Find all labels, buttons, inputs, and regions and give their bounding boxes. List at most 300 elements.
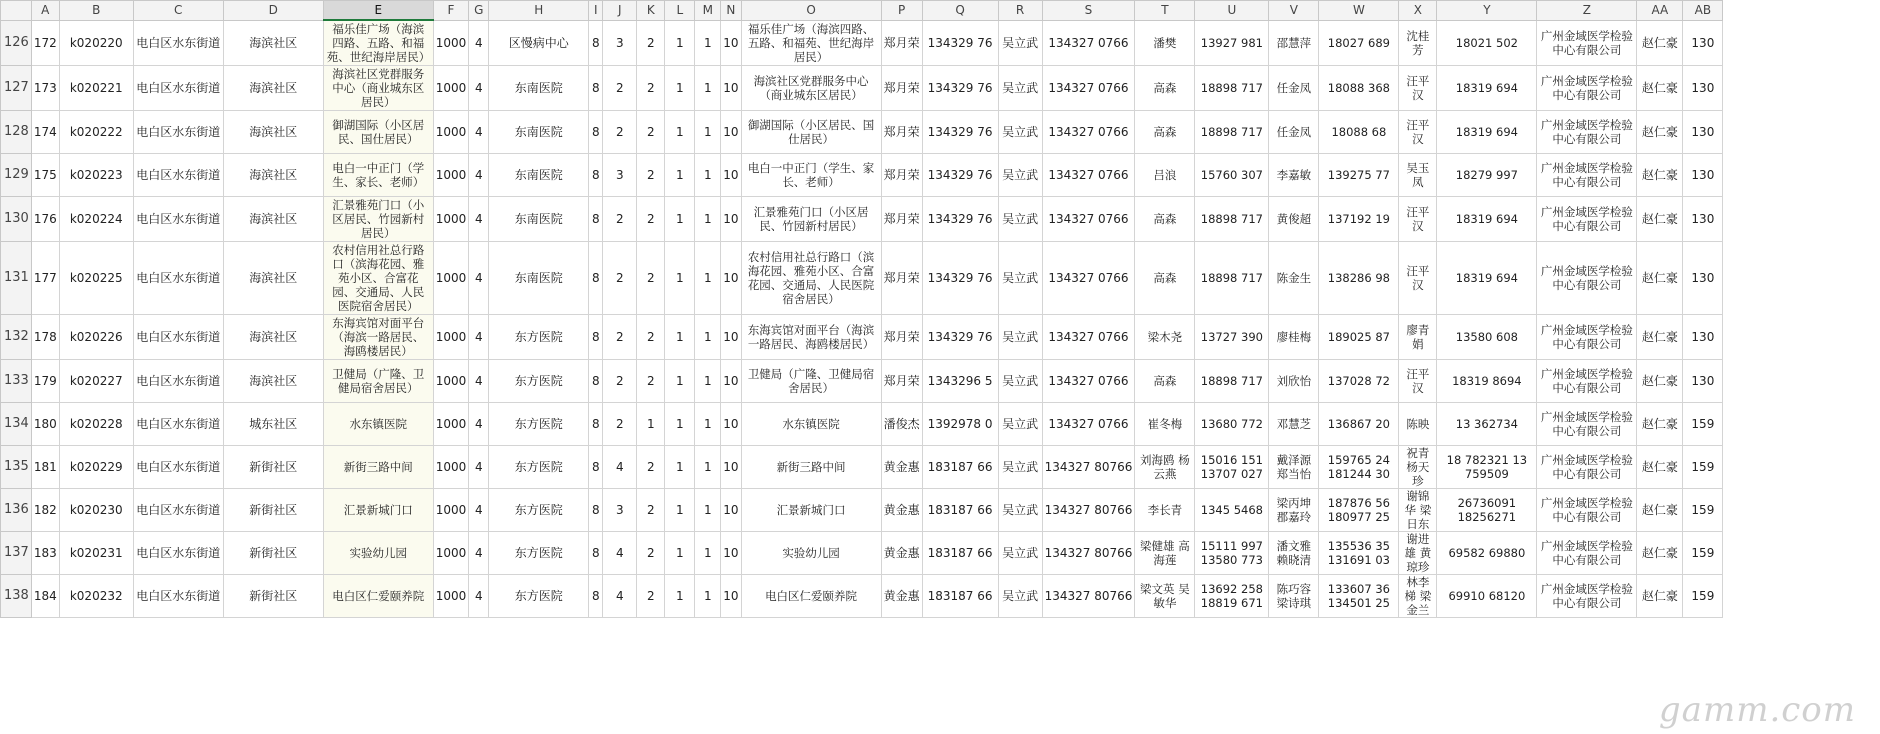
- cell-h[interactable]: 东南医院: [489, 242, 589, 315]
- cell-nn[interactable]: 10: [721, 111, 741, 154]
- cell-q[interactable]: 1392978 0: [922, 403, 998, 446]
- cell-e[interactable]: 电白区仁爱颐养院: [323, 575, 433, 618]
- cell-b[interactable]: k020231: [59, 532, 133, 575]
- cell-f[interactable]: 1000: [433, 446, 469, 489]
- cell-g[interactable]: 4: [469, 403, 489, 446]
- cell-o[interactable]: 东海宾馆对面平台（海滨一路居民、海鸥楼居民）: [741, 315, 881, 360]
- cell-b[interactable]: k020221: [59, 66, 133, 111]
- column-header-t[interactable]: T: [1135, 1, 1195, 21]
- cell-b[interactable]: k020228: [59, 403, 133, 446]
- cell-aa[interactable]: 赵仁豪: [1637, 242, 1683, 315]
- cell-u[interactable]: 15111 997 13580 773: [1195, 532, 1269, 575]
- cell-i[interactable]: 8: [589, 403, 603, 446]
- cell-aa[interactable]: 赵仁豪: [1637, 66, 1683, 111]
- cell-p[interactable]: 郑月荣: [881, 111, 922, 154]
- cell-i[interactable]: 8: [589, 575, 603, 618]
- cell-ab[interactable]: 130: [1683, 315, 1723, 360]
- cell-o[interactable]: 农村信用社总行路口（滨海花园、雅苑小区、合富花园、交通局、人民医院宿舍居民）: [741, 242, 881, 315]
- column-header-d[interactable]: D: [223, 1, 323, 21]
- cell-y[interactable]: 18 782321 13 759509: [1437, 446, 1537, 489]
- cell-m[interactable]: 1: [695, 360, 721, 403]
- cell-q[interactable]: 183187 66: [922, 532, 998, 575]
- cell-nn[interactable]: 10: [721, 403, 741, 446]
- row-header[interactable]: 134: [1, 403, 32, 446]
- column-header-z[interactable]: Z: [1537, 1, 1637, 21]
- cell-v[interactable]: 任金凤: [1269, 66, 1319, 111]
- cell-r[interactable]: 吴立武: [998, 575, 1042, 618]
- cell-t[interactable]: 高森: [1135, 197, 1195, 242]
- cell-c[interactable]: 电白区水东街道: [133, 403, 223, 446]
- row-header[interactable]: 132: [1, 315, 32, 360]
- cell-y[interactable]: 69910 68120: [1437, 575, 1537, 618]
- cell-k[interactable]: 2: [637, 446, 665, 489]
- cell-k[interactable]: 2: [637, 360, 665, 403]
- cell-b[interactable]: k020225: [59, 242, 133, 315]
- row-header[interactable]: 131: [1, 242, 32, 315]
- cell-q[interactable]: 183187 66: [922, 446, 998, 489]
- cell-t[interactable]: 吕浪: [1135, 154, 1195, 197]
- cell-e[interactable]: 农村信用社总行路口（滨海花园、雅苑小区、合富花园、交通局、人民医院宿舍居民）: [323, 242, 433, 315]
- cell-v[interactable]: 陈巧容 梁诗琪: [1269, 575, 1319, 618]
- cell-t[interactable]: 高森: [1135, 360, 1195, 403]
- cell-q[interactable]: 134329 76: [922, 197, 998, 242]
- cell-w[interactable]: 133607 36 134501 25: [1319, 575, 1399, 618]
- cell-r[interactable]: 吴立武: [998, 20, 1042, 66]
- cell-m[interactable]: 1: [695, 489, 721, 532]
- cell-r[interactable]: 吴立武: [998, 446, 1042, 489]
- cell-aa[interactable]: 赵仁豪: [1637, 197, 1683, 242]
- cell-r[interactable]: 吴立武: [998, 360, 1042, 403]
- cell-s[interactable]: 134327 80766: [1042, 532, 1135, 575]
- cell-p[interactable]: 黄金惠: [881, 575, 922, 618]
- cell-a[interactable]: 177: [31, 242, 59, 315]
- cell-g[interactable]: 4: [469, 111, 489, 154]
- cell-p[interactable]: 潘俊杰: [881, 403, 922, 446]
- cell-y[interactable]: 18021 502: [1437, 20, 1537, 66]
- cell-i[interactable]: 8: [589, 111, 603, 154]
- cell-i[interactable]: 8: [589, 489, 603, 532]
- cell-o[interactable]: 卫健局（广隆、卫健局宿舍居民）: [741, 360, 881, 403]
- cell-f[interactable]: 1000: [433, 532, 469, 575]
- cell-g[interactable]: 4: [469, 66, 489, 111]
- cell-j[interactable]: 4: [603, 575, 637, 618]
- cell-r[interactable]: 吴立武: [998, 197, 1042, 242]
- cell-d[interactable]: 海滨社区: [223, 197, 323, 242]
- cell-e[interactable]: 新街三路中间: [323, 446, 433, 489]
- cell-t[interactable]: 梁健雄 高海莲: [1135, 532, 1195, 575]
- cell-s[interactable]: 134327 0766: [1042, 197, 1135, 242]
- cell-g[interactable]: 4: [469, 360, 489, 403]
- column-header-x[interactable]: X: [1399, 1, 1437, 21]
- cell-h[interactable]: 东南医院: [489, 154, 589, 197]
- cell-u[interactable]: 18898 717: [1195, 66, 1269, 111]
- cell-w[interactable]: 18088 68: [1319, 111, 1399, 154]
- cell-q[interactable]: 134329 76: [922, 66, 998, 111]
- cell-ab[interactable]: 159: [1683, 489, 1723, 532]
- cell-z[interactable]: 广州金域医学检验中心有限公司: [1537, 242, 1637, 315]
- cell-g[interactable]: 4: [469, 489, 489, 532]
- cell-p[interactable]: 郑月荣: [881, 197, 922, 242]
- cell-u[interactable]: 15016 151 13707 027: [1195, 446, 1269, 489]
- cell-o[interactable]: 福乐佳广场（海滨四路、五路、和福苑、世纪海岸居民）: [741, 20, 881, 66]
- cell-i[interactable]: 8: [589, 532, 603, 575]
- cell-a[interactable]: 181: [31, 446, 59, 489]
- cell-s[interactable]: 134327 80766: [1042, 489, 1135, 532]
- column-header-ab[interactable]: AB: [1683, 1, 1723, 21]
- cell-c[interactable]: 电白区水东街道: [133, 360, 223, 403]
- cell-o[interactable]: 御湖国际（小区居民、国仕居民）: [741, 111, 881, 154]
- column-header-y[interactable]: Y: [1437, 1, 1537, 21]
- cell-aa[interactable]: 赵仁豪: [1637, 20, 1683, 66]
- column-header-b[interactable]: B: [59, 1, 133, 21]
- cell-h[interactable]: 东方医院: [489, 315, 589, 360]
- cell-u[interactable]: 13692 258 18819 671: [1195, 575, 1269, 618]
- cell-ab[interactable]: 159: [1683, 575, 1723, 618]
- cell-l[interactable]: 1: [665, 315, 695, 360]
- cell-c[interactable]: 电白区水东街道: [133, 154, 223, 197]
- cell-nn[interactable]: 10: [721, 575, 741, 618]
- cell-q[interactable]: 134329 76: [922, 111, 998, 154]
- cell-g[interactable]: 4: [469, 20, 489, 66]
- cell-a[interactable]: 173: [31, 66, 59, 111]
- cell-j[interactable]: 2: [603, 403, 637, 446]
- cell-j[interactable]: 2: [603, 360, 637, 403]
- cell-y[interactable]: 18319 694: [1437, 242, 1537, 315]
- column-header-h[interactable]: H: [489, 1, 589, 21]
- cell-e[interactable]: 海滨社区党群服务中心（商业城东区居民）: [323, 66, 433, 111]
- cell-i[interactable]: 8: [589, 66, 603, 111]
- cell-j[interactable]: 3: [603, 154, 637, 197]
- row-header[interactable]: 136: [1, 489, 32, 532]
- cell-h[interactable]: 东方医院: [489, 532, 589, 575]
- cell-q[interactable]: 134329 76: [922, 242, 998, 315]
- cell-o[interactable]: 电白一中正门（学生、家长、老师）: [741, 154, 881, 197]
- cell-w[interactable]: 187876 56 180977 25: [1319, 489, 1399, 532]
- cell-e[interactable]: 水东镇医院: [323, 403, 433, 446]
- cell-h[interactable]: 东方医院: [489, 575, 589, 618]
- cell-l[interactable]: 1: [665, 20, 695, 66]
- cell-k[interactable]: 2: [637, 66, 665, 111]
- column-header-a[interactable]: A: [31, 1, 59, 21]
- cell-q[interactable]: 134329 76: [922, 315, 998, 360]
- cell-a[interactable]: 179: [31, 360, 59, 403]
- cell-h[interactable]: 东方医院: [489, 360, 589, 403]
- cell-x[interactable]: 林李梯 梁金兰: [1399, 575, 1437, 618]
- cell-nn[interactable]: 10: [721, 66, 741, 111]
- cell-a[interactable]: 174: [31, 111, 59, 154]
- column-header-j[interactable]: J: [603, 1, 637, 21]
- cell-p[interactable]: 郑月荣: [881, 66, 922, 111]
- cell-y[interactable]: 18279 997: [1437, 154, 1537, 197]
- cell-s[interactable]: 134327 80766: [1042, 575, 1135, 618]
- cell-c[interactable]: 电白区水东街道: [133, 66, 223, 111]
- cell-t[interactable]: 潘樊: [1135, 20, 1195, 66]
- cell-ab[interactable]: 130: [1683, 242, 1723, 315]
- cell-r[interactable]: 吴立武: [998, 489, 1042, 532]
- cell-s[interactable]: 134327 80766: [1042, 446, 1135, 489]
- cell-d[interactable]: 海滨社区: [223, 154, 323, 197]
- cell-m[interactable]: 1: [695, 66, 721, 111]
- cell-l[interactable]: 1: [665, 360, 695, 403]
- cell-g[interactable]: 4: [469, 575, 489, 618]
- cell-u[interactable]: 13680 772: [1195, 403, 1269, 446]
- cell-g[interactable]: 4: [469, 315, 489, 360]
- cell-j[interactable]: 3: [603, 20, 637, 66]
- cell-ab[interactable]: 130: [1683, 197, 1723, 242]
- cell-k[interactable]: 2: [637, 20, 665, 66]
- cell-f[interactable]: 1000: [433, 154, 469, 197]
- column-header-n[interactable]: N: [721, 1, 741, 21]
- cell-t[interactable]: 高森: [1135, 66, 1195, 111]
- cell-z[interactable]: 广州金域医学检验中心有限公司: [1537, 532, 1637, 575]
- cell-b[interactable]: k020232: [59, 575, 133, 618]
- column-header-w[interactable]: W: [1319, 1, 1399, 21]
- cell-u[interactable]: 13727 390: [1195, 315, 1269, 360]
- cell-l[interactable]: 1: [665, 66, 695, 111]
- cell-k[interactable]: 2: [637, 242, 665, 315]
- cell-v[interactable]: 刘欣怡: [1269, 360, 1319, 403]
- cell-s[interactable]: 134327 0766: [1042, 66, 1135, 111]
- column-header-k[interactable]: K: [637, 1, 665, 21]
- cell-a[interactable]: 180: [31, 403, 59, 446]
- cell-m[interactable]: 1: [695, 111, 721, 154]
- column-header-s[interactable]: S: [1042, 1, 1135, 21]
- cell-o[interactable]: 汇景雅苑门口（小区居民、竹园新村居民）: [741, 197, 881, 242]
- cell-ab[interactable]: 130: [1683, 154, 1723, 197]
- cell-k[interactable]: 2: [637, 575, 665, 618]
- cell-d[interactable]: 新街社区: [223, 532, 323, 575]
- cell-z[interactable]: 广州金域医学检验中心有限公司: [1537, 315, 1637, 360]
- cell-f[interactable]: 1000: [433, 111, 469, 154]
- cell-m[interactable]: 1: [695, 20, 721, 66]
- cell-i[interactable]: 8: [589, 315, 603, 360]
- cell-w[interactable]: 18027 689: [1319, 20, 1399, 66]
- cell-aa[interactable]: 赵仁豪: [1637, 575, 1683, 618]
- cell-i[interactable]: 8: [589, 20, 603, 66]
- cell-p[interactable]: 黄金惠: [881, 532, 922, 575]
- cell-s[interactable]: 134327 0766: [1042, 111, 1135, 154]
- cell-y[interactable]: 18319 694: [1437, 197, 1537, 242]
- cell-y[interactable]: 18319 694: [1437, 66, 1537, 111]
- cell-x[interactable]: 汪平汉: [1399, 197, 1437, 242]
- cell-ab[interactable]: 130: [1683, 111, 1723, 154]
- cell-x[interactable]: 祝青 杨天珍: [1399, 446, 1437, 489]
- cell-t[interactable]: 李长青: [1135, 489, 1195, 532]
- cell-u[interactable]: 18898 717: [1195, 111, 1269, 154]
- cell-a[interactable]: 178: [31, 315, 59, 360]
- cell-w[interactable]: 137192 19: [1319, 197, 1399, 242]
- cell-j[interactable]: 4: [603, 532, 637, 575]
- cell-j[interactable]: 2: [603, 66, 637, 111]
- cell-g[interactable]: 4: [469, 242, 489, 315]
- cell-nn[interactable]: 10: [721, 446, 741, 489]
- cell-d[interactable]: 新街社区: [223, 575, 323, 618]
- cell-e[interactable]: 卫健局（广隆、卫健局宿舍居民）: [323, 360, 433, 403]
- cell-d[interactable]: 海滨社区: [223, 360, 323, 403]
- cell-o[interactable]: 电白区仁爱颐养院: [741, 575, 881, 618]
- cell-ab[interactable]: 159: [1683, 403, 1723, 446]
- column-header-aa[interactable]: AA: [1637, 1, 1683, 21]
- cell-l[interactable]: 1: [665, 532, 695, 575]
- cell-p[interactable]: 郑月荣: [881, 315, 922, 360]
- cell-j[interactable]: 2: [603, 197, 637, 242]
- cell-z[interactable]: 广州金域医学检验中心有限公司: [1537, 575, 1637, 618]
- cell-k[interactable]: 2: [637, 315, 665, 360]
- cell-i[interactable]: 8: [589, 446, 603, 489]
- cell-z[interactable]: 广州金域医学检验中心有限公司: [1537, 360, 1637, 403]
- cell-p[interactable]: 黄金惠: [881, 446, 922, 489]
- cell-p[interactable]: 黄金惠: [881, 489, 922, 532]
- cell-k[interactable]: 2: [637, 111, 665, 154]
- cell-a[interactable]: 182: [31, 489, 59, 532]
- cell-q[interactable]: 183187 66: [922, 575, 998, 618]
- cell-c[interactable]: 电白区水东街道: [133, 532, 223, 575]
- cell-w[interactable]: 137028 72: [1319, 360, 1399, 403]
- cell-d[interactable]: 海滨社区: [223, 242, 323, 315]
- row-header[interactable]: 137: [1, 532, 32, 575]
- cell-aa[interactable]: 赵仁豪: [1637, 315, 1683, 360]
- cell-p[interactable]: 郑月荣: [881, 242, 922, 315]
- cell-nn[interactable]: 10: [721, 360, 741, 403]
- cell-z[interactable]: 广州金域医学检验中心有限公司: [1537, 66, 1637, 111]
- cell-c[interactable]: 电白区水东街道: [133, 111, 223, 154]
- cell-z[interactable]: 广州金域医学检验中心有限公司: [1537, 403, 1637, 446]
- cell-q[interactable]: 1343296 5: [922, 360, 998, 403]
- cell-f[interactable]: 1000: [433, 197, 469, 242]
- cell-h[interactable]: 区慢病中心: [489, 20, 589, 66]
- cell-z[interactable]: 广州金域医学检验中心有限公司: [1537, 111, 1637, 154]
- cell-v[interactable]: 黄俊超: [1269, 197, 1319, 242]
- cell-m[interactable]: 1: [695, 242, 721, 315]
- cell-s[interactable]: 134327 0766: [1042, 242, 1135, 315]
- cell-c[interactable]: 电白区水东街道: [133, 197, 223, 242]
- cell-m[interactable]: 1: [695, 403, 721, 446]
- cell-w[interactable]: 189025 87: [1319, 315, 1399, 360]
- cell-w[interactable]: 136867 20: [1319, 403, 1399, 446]
- column-header-i[interactable]: I: [589, 1, 603, 21]
- cell-g[interactable]: 4: [469, 446, 489, 489]
- cell-z[interactable]: 广州金域医学检验中心有限公司: [1537, 489, 1637, 532]
- cell-r[interactable]: 吴立武: [998, 403, 1042, 446]
- column-header-e[interactable]: E: [323, 1, 433, 21]
- cell-a[interactable]: 172: [31, 20, 59, 66]
- cell-nn[interactable]: 10: [721, 489, 741, 532]
- cell-e[interactable]: 东海宾馆对面平台（海滨一路居民、海鸥楼居民）: [323, 315, 433, 360]
- cell-y[interactable]: 13580 608: [1437, 315, 1537, 360]
- cell-d[interactable]: 海滨社区: [223, 111, 323, 154]
- cell-r[interactable]: 吴立武: [998, 66, 1042, 111]
- cell-nn[interactable]: 10: [721, 242, 741, 315]
- select-all-corner[interactable]: [1, 1, 32, 21]
- row-header[interactable]: 128: [1, 111, 32, 154]
- cell-l[interactable]: 1: [665, 403, 695, 446]
- cell-k[interactable]: 2: [637, 154, 665, 197]
- cell-v[interactable]: 邓慧芝: [1269, 403, 1319, 446]
- column-header-l[interactable]: L: [665, 1, 695, 21]
- cell-nn[interactable]: 10: [721, 154, 741, 197]
- cell-nn[interactable]: 10: [721, 315, 741, 360]
- column-header-m[interactable]: M: [695, 1, 721, 21]
- cell-u[interactable]: 18898 717: [1195, 360, 1269, 403]
- cell-a[interactable]: 184: [31, 575, 59, 618]
- cell-s[interactable]: 134327 0766: [1042, 20, 1135, 66]
- cell-p[interactable]: 郑月荣: [881, 20, 922, 66]
- cell-x[interactable]: 汪平汉: [1399, 66, 1437, 111]
- cell-h[interactable]: 东方医院: [489, 403, 589, 446]
- cell-f[interactable]: 1000: [433, 489, 469, 532]
- cell-x[interactable]: 沈桂芳: [1399, 20, 1437, 66]
- cell-j[interactable]: 2: [603, 315, 637, 360]
- cell-u[interactable]: 18898 717: [1195, 242, 1269, 315]
- cell-aa[interactable]: 赵仁豪: [1637, 446, 1683, 489]
- cell-a[interactable]: 183: [31, 532, 59, 575]
- column-header-p[interactable]: P: [881, 1, 922, 21]
- cell-g[interactable]: 4: [469, 532, 489, 575]
- cell-j[interactable]: 3: [603, 489, 637, 532]
- cell-f[interactable]: 1000: [433, 315, 469, 360]
- cell-i[interactable]: 8: [589, 154, 603, 197]
- cell-r[interactable]: 吴立武: [998, 111, 1042, 154]
- cell-b[interactable]: k020222: [59, 111, 133, 154]
- cell-t[interactable]: 高森: [1135, 242, 1195, 315]
- cell-d[interactable]: 海滨社区: [223, 20, 323, 66]
- cell-v[interactable]: 梁丙坤 郡嘉玲: [1269, 489, 1319, 532]
- cell-o[interactable]: 汇景新城门口: [741, 489, 881, 532]
- cell-f[interactable]: 1000: [433, 403, 469, 446]
- cell-b[interactable]: k020230: [59, 489, 133, 532]
- cell-v[interactable]: 李嘉敏: [1269, 154, 1319, 197]
- cell-v[interactable]: 潘文雅 赖晓清: [1269, 532, 1319, 575]
- cell-ab[interactable]: 130: [1683, 20, 1723, 66]
- cell-c[interactable]: 电白区水东街道: [133, 20, 223, 66]
- cell-y[interactable]: 26736091 18256271: [1437, 489, 1537, 532]
- cell-o[interactable]: 新街三路中间: [741, 446, 881, 489]
- cell-d[interactable]: 海滨社区: [223, 315, 323, 360]
- cell-ab[interactable]: 159: [1683, 532, 1723, 575]
- cell-k[interactable]: 2: [637, 532, 665, 575]
- cell-q[interactable]: 134329 76: [922, 154, 998, 197]
- cell-m[interactable]: 1: [695, 197, 721, 242]
- cell-t[interactable]: 崔冬梅: [1135, 403, 1195, 446]
- cell-v[interactable]: 廖桂梅: [1269, 315, 1319, 360]
- cell-m[interactable]: 1: [695, 315, 721, 360]
- cell-j[interactable]: 2: [603, 111, 637, 154]
- cell-nn[interactable]: 10: [721, 532, 741, 575]
- cell-i[interactable]: 8: [589, 242, 603, 315]
- column-header-f[interactable]: F: [433, 1, 469, 21]
- cell-m[interactable]: 1: [695, 532, 721, 575]
- cell-k[interactable]: 2: [637, 489, 665, 532]
- cell-w[interactable]: 135536 35 131691 03: [1319, 532, 1399, 575]
- cell-c[interactable]: 电白区水东街道: [133, 446, 223, 489]
- cell-h[interactable]: 东南医院: [489, 197, 589, 242]
- row-header[interactable]: 133: [1, 360, 32, 403]
- column-header-v[interactable]: V: [1269, 1, 1319, 21]
- cell-x[interactable]: 谢锦华 梁日东: [1399, 489, 1437, 532]
- column-header-c[interactable]: C: [133, 1, 223, 21]
- cell-p[interactable]: 郑月荣: [881, 154, 922, 197]
- cell-ab[interactable]: 159: [1683, 446, 1723, 489]
- cell-f[interactable]: 1000: [433, 360, 469, 403]
- cell-x[interactable]: 廖青娟: [1399, 315, 1437, 360]
- cell-v[interactable]: 邵慧萍: [1269, 20, 1319, 66]
- cell-a[interactable]: 176: [31, 197, 59, 242]
- cell-t[interactable]: 梁文英 吴敏华: [1135, 575, 1195, 618]
- cell-u[interactable]: 15760 307: [1195, 154, 1269, 197]
- cell-y[interactable]: 13 362734: [1437, 403, 1537, 446]
- column-header-q[interactable]: Q: [922, 1, 998, 21]
- cell-q[interactable]: 134329 76: [922, 20, 998, 66]
